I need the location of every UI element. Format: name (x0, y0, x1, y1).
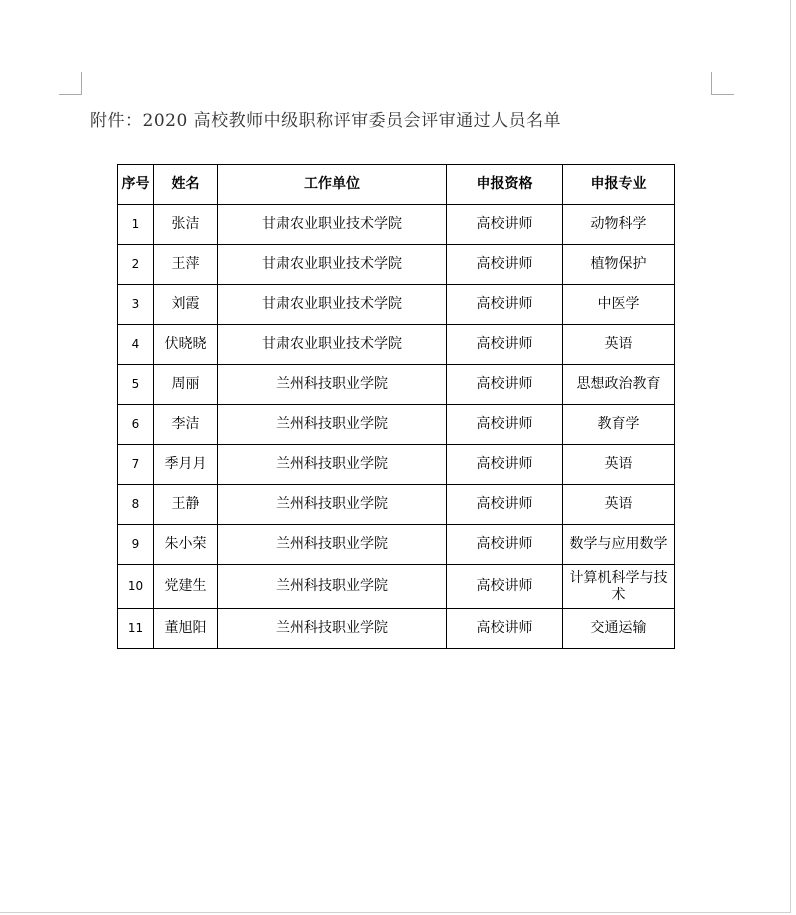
cell-seq: 8 (118, 485, 154, 525)
cell-seq: 9 (118, 525, 154, 565)
table-row (118, 325, 675, 365)
cell-workplace: 兰州科技职业学院 (218, 565, 447, 609)
cell-seq: 6 (118, 405, 154, 445)
cell-workplace: 兰州科技职业学院 (218, 365, 447, 405)
header-qualification: 申报资格 (447, 165, 563, 205)
table-row (118, 285, 675, 325)
cell-workplace: 兰州科技职业学院 (218, 445, 447, 485)
cell-qualification: 高校讲师 (447, 445, 563, 485)
cell-workplace: 兰州科技职业学院 (218, 405, 447, 445)
cell-name: 党建生 (154, 565, 218, 609)
table-row (118, 205, 675, 245)
header-major: 申报专业 (563, 165, 675, 205)
cell-name: 季月月 (154, 445, 218, 485)
cell-major: 数学与应用数学 (563, 525, 675, 565)
cell-name: 刘霞 (154, 285, 218, 325)
cell-qualification: 高校讲师 (447, 609, 563, 649)
cell-major: 英语 (563, 485, 675, 525)
cell-workplace: 甘肃农业职业技术学院 (218, 285, 447, 325)
cell-workplace: 兰州科技职业学院 (218, 525, 447, 565)
cell-qualification: 高校讲师 (447, 485, 563, 525)
cell-workplace: 兰州科技职业学院 (218, 609, 447, 649)
approved-personnel-table (117, 164, 675, 649)
table-row (118, 609, 675, 649)
table-header-row (118, 165, 675, 205)
cell-qualification: 高校讲师 (447, 325, 563, 365)
cell-seq: 3 (118, 285, 154, 325)
document-title: 附件：2020 高校教师中级职称评审委员会评审通过人员名单 (90, 111, 562, 131)
cell-seq: 4 (118, 325, 154, 365)
cell-name: 董旭阳 (154, 609, 218, 649)
cell-workplace: 甘肃农业职业技术学院 (218, 205, 447, 245)
table-row (118, 245, 675, 285)
cell-major: 教育学 (563, 405, 675, 445)
table-row (118, 485, 675, 525)
cell-workplace: 甘肃农业职业技术学院 (218, 325, 447, 365)
cell-name: 伏晓晓 (154, 325, 218, 365)
table-row (118, 525, 675, 565)
cell-seq: 11 (118, 609, 154, 649)
cell-name: 张洁 (154, 205, 218, 245)
cell-qualification: 高校讲师 (447, 365, 563, 405)
cell-major: 交通运输 (563, 609, 675, 649)
cell-name: 王萍 (154, 245, 218, 285)
header-workplace: 工作单位 (218, 165, 447, 205)
cell-major: 思想政治教育 (563, 365, 675, 405)
cell-qualification: 高校讲师 (447, 245, 563, 285)
table-row (118, 445, 675, 485)
cell-qualification: 高校讲师 (447, 205, 563, 245)
cell-seq: 2 (118, 245, 154, 285)
cell-major: 动物科学 (563, 205, 675, 245)
cell-workplace: 甘肃农业职业技术学院 (218, 245, 447, 285)
cell-name: 王静 (154, 485, 218, 525)
cell-name: 周丽 (154, 365, 218, 405)
table-row (118, 565, 675, 609)
cell-seq: 10 (118, 565, 154, 609)
cell-seq: 1 (118, 205, 154, 245)
cell-qualification: 高校讲师 (447, 565, 563, 609)
cell-qualification: 高校讲师 (447, 405, 563, 445)
table-row (118, 365, 675, 405)
cell-seq: 5 (118, 365, 154, 405)
cell-seq: 7 (118, 445, 154, 485)
top-left-margin-mark (59, 72, 82, 95)
cell-major: 英语 (563, 325, 675, 365)
cell-qualification: 高校讲师 (447, 285, 563, 325)
header-name: 姓名 (154, 165, 218, 205)
cell-major: 植物保护 (563, 245, 675, 285)
cell-workplace: 兰州科技职业学院 (218, 485, 447, 525)
cell-name: 朱小荣 (154, 525, 218, 565)
cell-major: 计算机科学与技术 (563, 565, 675, 609)
cell-major: 中医学 (563, 285, 675, 325)
cell-major: 英语 (563, 445, 675, 485)
table-row (118, 405, 675, 445)
header-seq: 序号 (118, 165, 154, 205)
cell-qualification: 高校讲师 (447, 525, 563, 565)
cell-name: 李洁 (154, 405, 218, 445)
top-right-margin-mark (711, 72, 734, 95)
